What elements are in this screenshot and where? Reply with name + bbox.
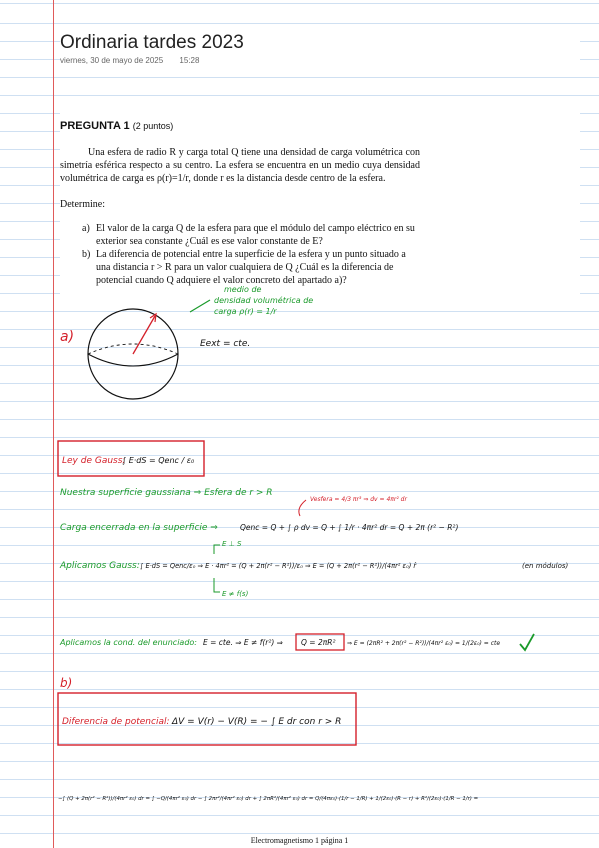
e-perp-arrow — [214, 545, 220, 554]
vesfera-arrow — [299, 500, 306, 516]
item-label: b) — [82, 249, 91, 260]
apply-formula: ∫ E·dS = Qenc/ε₀ ⇒ E · 4πr² = (Q + 2π(r² − R²))/ε₀ ⇒ E = (Q + 2π(r² − R²))/(4πr² ε₀) r̂ — [140, 562, 417, 570]
page-date: viernes, 30 de mayo de 2025 — [60, 56, 164, 65]
determine-label: Determine: — [60, 199, 105, 210]
medium-arrow — [190, 300, 210, 312]
e-nodep-arrow — [214, 578, 220, 592]
item-text: El valor de la carga Q de la esfera para que el módulo del campo eléctrico en su exterior sea constante ¿Cuál es ese valor constante de E? — [96, 223, 415, 247]
gauss-label: Ley de Gauss: — [62, 456, 126, 466]
question-points: (2 puntos) — [132, 121, 174, 131]
vesfera-note: Vesfera = 4/3 πr³ ⇒ dv = 4πr² dr — [310, 496, 407, 503]
page-title: Ordinaria tardes 2023 — [60, 32, 244, 53]
cond-result: ⇒ E = (2πR² + 2π(r² − R²))/(4πr² ε₀) = 1/(2ε₀) = cte — [347, 640, 501, 647]
pot-label: Diferencia de potencial: — [62, 717, 170, 727]
medium-note-1: medio de — [224, 285, 262, 294]
part-b-label: b) — [60, 676, 73, 690]
sphere-equator-front — [88, 354, 178, 366]
part-a-label: a) — [60, 329, 75, 345]
sphere-equator-back — [88, 344, 178, 354]
radius-arrowhead — [150, 314, 156, 322]
surface-note: Nuestra superficie gaussiana ⇒ Esfera de r > R — [60, 488, 273, 498]
radius-arrow — [133, 316, 155, 354]
check-mark-icon — [520, 634, 534, 650]
medium-note-3: carga ρ(r) = 1/r — [214, 307, 277, 316]
cond-label: Aplicamos la cond. del enunciado: — [60, 638, 197, 647]
medium-note-2: densidad volumétrica de — [214, 296, 314, 305]
pot-formula: ΔV = V(r) − V(R) = − ∫ E dr con r > R — [172, 717, 342, 727]
gauss-formula: ∫ E·dS = Qenc / ε₀ — [122, 456, 195, 465]
enclosed-label: Carga encerrada en la superficie ⇒ — [60, 523, 218, 533]
question-statement: Una esfera de radio R y carga total Q tiene una densidad de carga volumétrica con simetría esférica respecto a su centro. La esfera se encuentra en un medio cuya densidad volumétrica de carga es ρ(r)=1/r, donde r es la distancia desde centro de la esfera. — [60, 147, 420, 184]
apply-label: Aplicamos Gauss: — [60, 561, 140, 571]
last-formula: −∫ (Q + 2π(r² − R²))/(4πr² ε₀) dr = ∫ −Q/(4πr² ε₀) dr − ∫ 2πr²/(4πr² ε₀) dr + ∫ 2πR²/(4πr² ε₀) dr = Q/(4πε₀)·(1/r − 1/R) + 1/(2ε₀)·(R − r) + R²/(2ε₀)·(1/R − 1/r) = — [58, 796, 479, 802]
enclosed-formula: Qenc = Q + ∫ ρ dv = Q + ∫ 1/r · 4πr² dr = Q + 2π (r² − R²) — [240, 523, 459, 532]
item-label: a) — [82, 223, 90, 234]
q-value: Q = 2πR² — [301, 638, 336, 647]
item-text: La diferencia de potencial entre la superficie de la esfera y un punto situado a una distancia r > R para un valor cualquiera de Q ¿Cuál es la diferencia de potencial cuando Q adquiere el valor concreto del apartado a)? — [96, 249, 406, 286]
page-footer: Electromagnetismo 1 página 1 — [250, 836, 349, 845]
e-nodep-note: E ≠ f(s) — [222, 590, 249, 598]
page-time: 15:28 — [179, 56, 200, 65]
e-perp-note: E ⊥ S — [222, 540, 242, 548]
cond-formula: E = cte. ⇒ E ≠ f(r²) ⇒ — [203, 638, 283, 647]
question-number: PREGUNTA 1 — [60, 120, 130, 132]
eext-note: Eext = cte. — [200, 339, 251, 349]
modules-note: (en módulos) — [522, 562, 569, 570]
